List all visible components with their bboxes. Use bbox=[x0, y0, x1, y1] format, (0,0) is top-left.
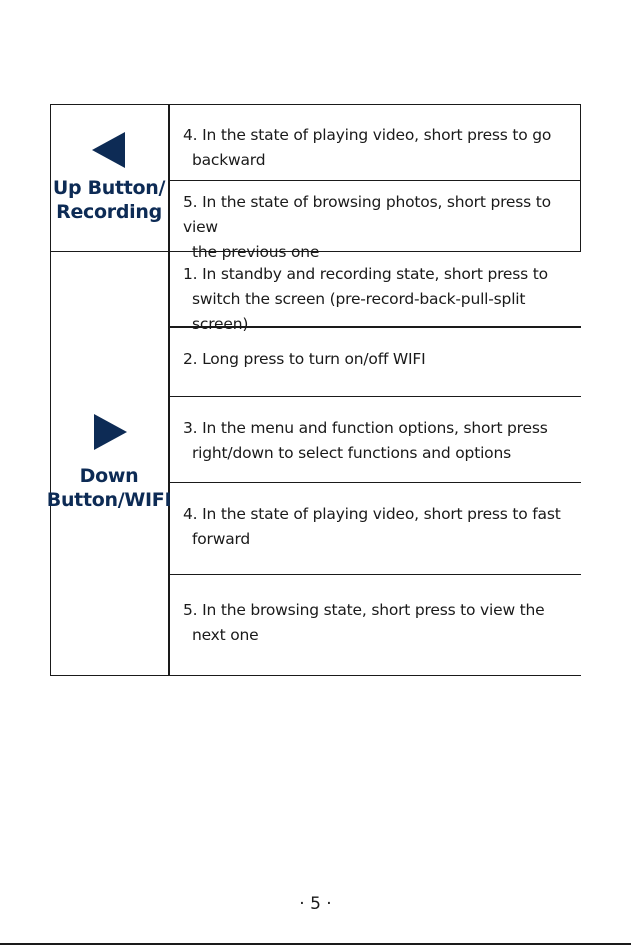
description-line: backward bbox=[192, 151, 266, 169]
up-button-label bbox=[53, 176, 165, 224]
description-line: the previous one bbox=[192, 243, 320, 261]
function-description bbox=[183, 502, 578, 552]
label-line: Recording bbox=[56, 201, 162, 223]
description-line: 4. In the state of playing video, short press to fast bbox=[183, 505, 561, 523]
row-divider bbox=[170, 574, 581, 575]
row-divider bbox=[170, 482, 581, 483]
function-description bbox=[183, 262, 578, 337]
bottom-rule bbox=[0, 943, 631, 945]
function-description bbox=[183, 347, 578, 372]
down-button-label bbox=[47, 464, 171, 512]
table-right-border bbox=[580, 105, 581, 251]
function-description bbox=[183, 598, 578, 648]
description-line: 3. In the menu and function options, short press bbox=[183, 419, 548, 437]
function-description bbox=[183, 123, 578, 173]
label-line: Down bbox=[79, 465, 139, 487]
description-line: forward bbox=[192, 530, 251, 548]
left-triangle-icon bbox=[92, 132, 126, 168]
row-divider bbox=[170, 396, 581, 397]
label-line: Up Button/ bbox=[52, 177, 166, 199]
description-line: 4. In the state of playing video, short press to go bbox=[183, 126, 552, 144]
right-triangle-icon bbox=[94, 414, 128, 450]
row-divider bbox=[170, 180, 581, 181]
up-button-label-cell bbox=[50, 105, 168, 251]
button-function-table bbox=[46, 104, 581, 676]
description-line: 5. In the browsing state, short press to view the bbox=[183, 601, 545, 619]
description-line: right/down to select functions and options bbox=[192, 444, 511, 462]
function-description bbox=[183, 416, 578, 466]
table-column-divider bbox=[168, 104, 170, 676]
function-description bbox=[183, 190, 578, 265]
description-line: switch the screen (pre-record-back-pull-split screen) bbox=[192, 290, 526, 333]
page-number: · 5 · bbox=[299, 894, 332, 914]
description-line: 5. In the state of browsing photos, short press to view bbox=[183, 193, 551, 236]
description-line: 2. Long press to turn on/off WIFI bbox=[183, 350, 426, 368]
down-button-label-cell bbox=[46, 251, 172, 675]
description-line: 1. In standby and recording state, short press to bbox=[183, 265, 548, 283]
description-line: next one bbox=[192, 626, 259, 644]
label-line: Button/WIFI bbox=[46, 489, 172, 511]
